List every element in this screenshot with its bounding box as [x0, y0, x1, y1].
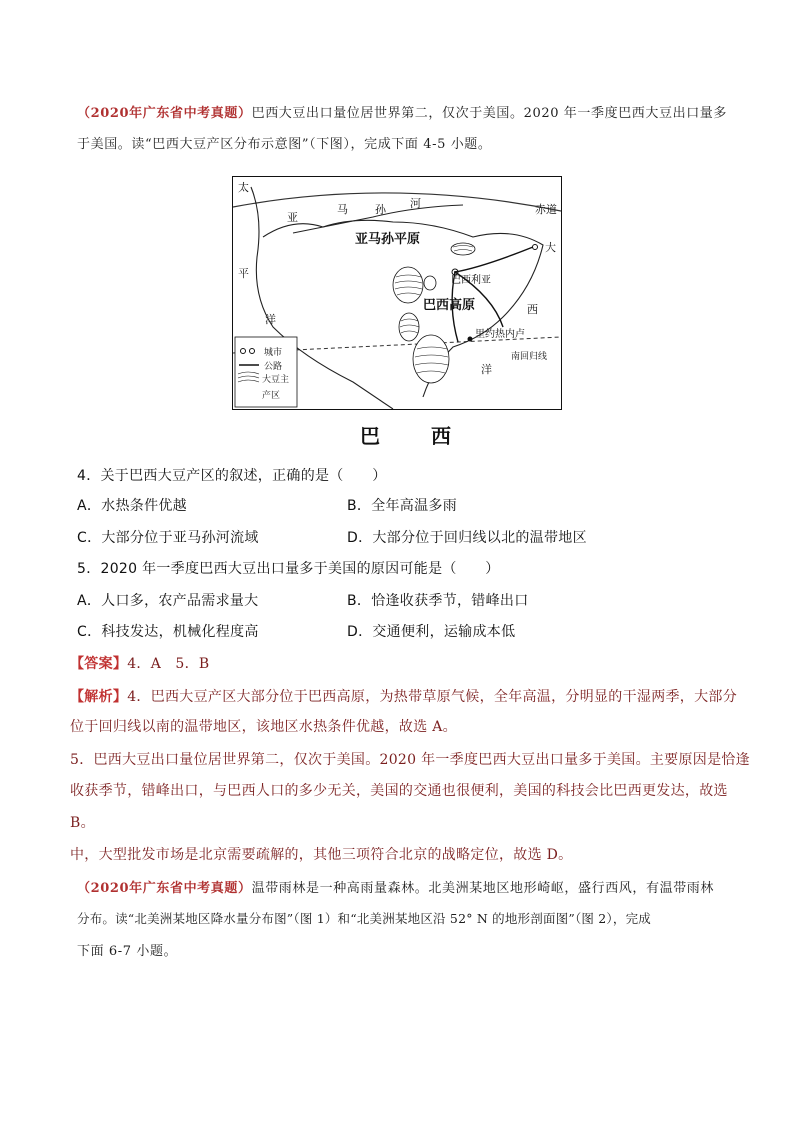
answer-text: 4．A 5．B	[127, 656, 210, 672]
intro2-line-3: 下面 6-7 小题。	[77, 944, 178, 959]
soybean-regions	[393, 243, 475, 383]
rio-marker	[468, 337, 473, 342]
q4-option-d: D．大部分位于回归线以北的温带地区	[347, 530, 587, 546]
q4-option-b: B．全年高温多雨	[347, 498, 458, 514]
question-source: （2020年广东省中考真题）	[77, 106, 252, 121]
q5-option-c: C．科技发达，机械化程度高	[77, 624, 259, 640]
label-brazil-plateau: 巴西高原	[423, 298, 476, 313]
intro-line-1	[77, 102, 727, 121]
label-ya: 亚	[287, 211, 298, 224]
answer-line	[70, 653, 210, 673]
map-drawing	[233, 177, 561, 409]
q5-stem: 5．2020 年一季度巴西大豆出口量多于美国的原因可能是（ ）	[77, 561, 500, 577]
intro-text: 巴西大豆出口量位居世界第二，仅次于美国。2020 年一季度巴西大豆出口量多	[251, 106, 728, 121]
q4-stem: 4．关于巴西大豆产区的叙述，正确的是（ ）	[77, 468, 387, 484]
label-sun: 孙	[375, 203, 386, 216]
analysis-line-3: 5．巴西大豆出口量位居世界第二，仅次于美国。2020 年一季度巴西大豆出口量多于美国。主要原因是恰逢	[70, 752, 750, 768]
label-da: 大	[545, 241, 556, 254]
legend-soy-label-2: 产区	[262, 391, 281, 401]
intro2-line-2: 分布。读“北美洲某地区降水量分布图”（图 1）和“北美洲某地区沿 52° N 的地形剖面图”（图 2），完成	[77, 911, 651, 926]
intro-line-2: 于美国。读“巴西大豆产区分布示意图”（下图），完成下面 4-5 小题。	[77, 137, 492, 152]
intro2-line-1	[77, 877, 714, 896]
label-rio: 里约热内卢	[475, 329, 525, 340]
label-yang-right: 洋	[481, 363, 492, 376]
label-xi: 西	[527, 303, 538, 316]
analysis-line-6: 中，大型批发市场是北京需要疏解的，其他三项符合北京的战略定位，故选 D。	[70, 847, 573, 863]
label-ping: 平	[238, 267, 249, 280]
map-caption: 巴 西	[360, 424, 473, 448]
soy-region-5	[413, 335, 449, 383]
equator-line	[233, 193, 561, 211]
brazil-soybean-map	[232, 176, 562, 410]
q5-option-a: A．人口多，农产品需求量大	[77, 593, 259, 609]
answer-label: 【答案】	[70, 656, 128, 672]
soy-region-1	[451, 243, 475, 255]
question-source-2: （2020年广东省中考真题）	[77, 881, 252, 896]
intro2-text: 温带雨林是一种高雨量森林。北美洲某地区地形崎岖，盛行西风，有温带雨林	[251, 881, 714, 896]
q5-option-d: D．交通便利，运输成本低	[347, 624, 516, 640]
label-amazon-plain: 亚马孙平原	[355, 232, 421, 247]
label-tai: 太	[238, 181, 249, 194]
analysis-line-4: 收获季节，错峰出口，与巴西人口的多少无关，美国的交通也很便利，美国的科技会比巴西更发达，故选	[70, 783, 728, 799]
northeast-city-marker	[533, 245, 538, 250]
q4-option-c: C．大部分位于亚马孙河流域	[77, 530, 259, 546]
label-ma: 马	[337, 203, 348, 216]
q4-option-a: A．水热条件优越	[77, 498, 187, 514]
legend-city-label: 城市	[264, 348, 283, 358]
label-equator: 赤道	[535, 203, 557, 216]
analysis-text-1: 4．巴西大豆产区大部分位于巴西高原，为热带草原气候，全年高温，分明显的干湿两季，大部分	[127, 689, 738, 705]
analysis-line-5: B。	[70, 815, 95, 831]
q5-option-b: B．恰逢收获季节，错峰出口	[347, 593, 529, 609]
label-brasilia: 巴西利亚	[451, 275, 491, 286]
analysis-line-2: 位于回归线以南的温带地区，该地区水热条件优越，故选 A。	[70, 719, 457, 735]
soy-region-3	[424, 276, 436, 290]
soy-region-2	[393, 267, 423, 303]
label-tropic: 南回归线	[511, 352, 548, 362]
analysis-line-1	[70, 686, 737, 706]
soy-region-4	[399, 313, 419, 341]
legend-road-label: 公路	[264, 362, 283, 372]
legend-soy-label-1: 大豆主	[262, 375, 290, 385]
analysis-label: 【解析】	[70, 689, 128, 705]
label-yang-left: 洋	[265, 313, 276, 326]
label-he: 河	[410, 197, 421, 210]
